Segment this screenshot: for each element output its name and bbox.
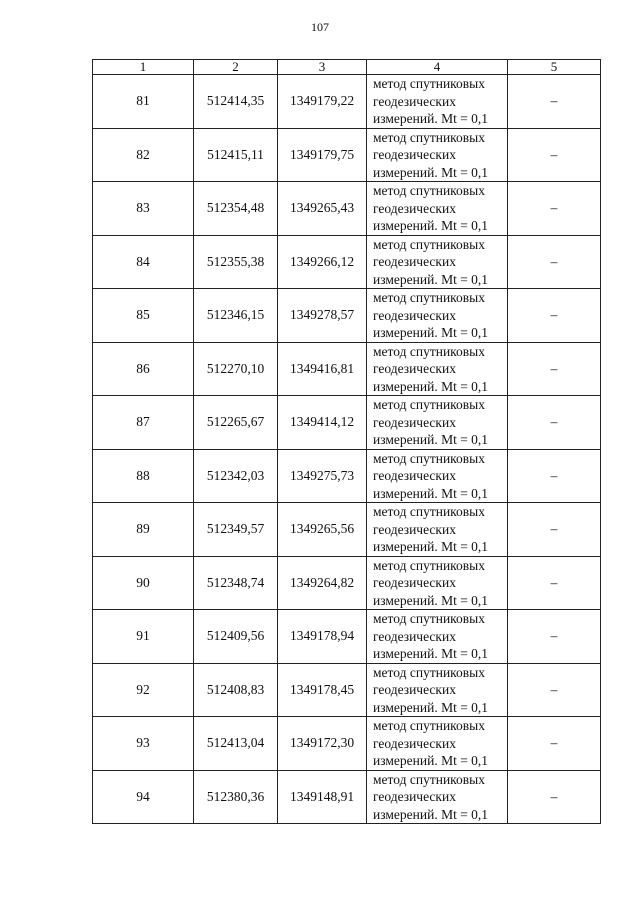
method-line: измерений. Mt = 0,1 [373,271,489,287]
table-row [93,663,601,717]
y-coordinate-cell: 1349172,30 [278,717,367,771]
point-number-cell: 86 [93,342,194,396]
method-line: измерений. Mt = 0,1 [373,218,489,233]
method-line: геодезических [373,93,456,109]
method-cell [367,128,508,182]
note-cell: – [508,182,601,236]
method-line: метод спутниковых [373,290,485,305]
method-line: геодезических [373,361,456,376]
point-number-cell: 92 [93,663,194,717]
method-cell [367,449,508,503]
table-row [93,717,601,771]
table-row [93,396,601,450]
method-line: измерений. Mt = 0,1 [373,485,489,501]
method-line: измерений. Mt = 0,1 [373,646,489,661]
method-line: геодезических [373,521,456,537]
point-number-cell: 90 [93,556,194,610]
method-line: измерений. Mt = 0,1 [373,806,489,822]
x-coordinate-cell: 512409,56 [194,610,278,664]
method-line: геодезических [373,147,456,162]
method-line: метод спутниковых [373,397,485,412]
point-number-cell: 94 [93,770,194,824]
x-coordinate-cell: 512415,11 [194,128,278,182]
table-body [93,75,601,824]
point-number-cell: 88 [93,449,194,503]
method-cell [367,289,508,343]
method-cell [367,396,508,450]
point-number-cell: 85 [93,289,194,343]
point-number-cell: 83 [93,182,194,236]
method-cell [367,503,508,557]
x-coordinate-cell: 512348,74 [194,556,278,610]
table-row [93,235,601,289]
point-number-cell: 89 [93,503,194,557]
x-coordinate-cell: 512342,03 [194,449,278,503]
table-row [93,610,601,664]
header-col-3: 3 [278,60,367,75]
page-number: 107 [311,20,329,34]
y-coordinate-cell: 1349275,73 [278,449,367,503]
header-row [93,60,601,75]
y-coordinate-cell: 1349266,12 [278,235,367,289]
method-line: измерений. Mt = 0,1 [373,539,489,554]
x-coordinate-cell: 512413,04 [194,717,278,771]
method-line: метод спутниковых [373,76,485,91]
method-line: геодезических [373,789,456,804]
x-coordinate-cell: 512355,38 [194,235,278,289]
method-line: измерений. Mt = 0,1 [373,325,489,340]
table-row [93,449,601,503]
note-cell: – [508,449,601,503]
method-line: геодезических [373,628,456,644]
method-line: измерений. Mt = 0,1 [373,753,489,768]
table-row [93,75,601,129]
method-cell [367,182,508,236]
point-number-cell: 84 [93,235,194,289]
point-number-cell: 81 [93,75,194,129]
method-line: геодезических [373,200,456,216]
point-number-cell: 87 [93,396,194,450]
method-line: геодезических [373,307,456,323]
point-number-cell: 82 [93,128,194,182]
note-cell: – [508,717,601,771]
y-coordinate-cell: 1349178,94 [278,610,367,664]
note-cell: – [508,610,601,664]
note-cell: – [508,128,601,182]
header-col-2: 2 [194,60,278,75]
y-coordinate-cell: 1349148,91 [278,770,367,824]
y-coordinate-cell: 1349414,12 [278,396,367,450]
method-line: метод спутниковых [373,771,485,787]
header-col-4: 4 [367,60,508,75]
x-coordinate-cell: 512354,48 [194,182,278,236]
note-cell: – [508,663,601,717]
y-coordinate-cell: 1349178,45 [278,663,367,717]
method-line: метод спутниковых [373,343,485,359]
table-row [93,556,601,610]
note-cell: – [508,342,601,396]
point-number-cell: 93 [93,717,194,771]
table-row [93,128,601,182]
point-number-cell: 91 [93,610,194,664]
method-line: метод спутниковых [373,611,485,626]
y-coordinate-cell: 1349265,43 [278,182,367,236]
method-line: метод спутниковых [373,183,485,198]
method-cell [367,556,508,610]
note-cell: – [508,289,601,343]
method-line: метод спутниковых [373,557,485,573]
y-coordinate-cell: 1349179,22 [278,75,367,129]
y-coordinate-cell: 1349264,82 [278,556,367,610]
y-coordinate-cell: 1349265,56 [278,503,367,557]
note-cell: – [508,235,601,289]
table-header [93,60,601,75]
y-coordinate-cell: 1349416,81 [278,342,367,396]
method-cell [367,610,508,664]
header-col-1: 1 [93,60,194,75]
note-cell: – [508,396,601,450]
method-line: метод спутниковых [373,129,485,145]
table-row [93,503,601,557]
x-coordinate-cell: 512380,36 [194,770,278,824]
method-line: геодезических [373,468,456,483]
header-col-5: 5 [508,60,601,75]
method-line: геодезических [373,414,456,430]
method-line: измерений. Mt = 0,1 [373,378,489,394]
method-line: метод спутниковых [373,718,485,733]
table-row [93,182,601,236]
x-coordinate-cell: 512346,15 [194,289,278,343]
note-cell: – [508,503,601,557]
x-coordinate-cell: 512270,10 [194,342,278,396]
table-row [93,289,601,343]
y-coordinate-cell: 1349278,57 [278,289,367,343]
coordinates-table [92,59,601,824]
method-line: измерений. Mt = 0,1 [373,111,489,126]
method-line: метод спутниковых [373,450,485,466]
method-cell [367,342,508,396]
method-cell [367,717,508,771]
method-line: метод спутниковых [373,504,485,519]
method-line: геодезических [373,682,456,697]
note-cell: – [508,556,601,610]
method-line: геодезических [373,254,456,269]
method-cell [367,235,508,289]
x-coordinate-cell: 512349,57 [194,503,278,557]
note-cell: – [508,75,601,129]
note-cell: – [508,770,601,824]
table-row [93,770,601,824]
method-line: геодезических [373,735,456,751]
method-cell [367,75,508,129]
x-coordinate-cell: 512265,67 [194,396,278,450]
method-line: измерений. Mt = 0,1 [373,164,489,180]
y-coordinate-cell: 1349179,75 [278,128,367,182]
table-row [93,342,601,396]
method-line: геодезических [373,575,456,590]
method-cell [367,663,508,717]
method-line: измерений. Mt = 0,1 [373,432,489,447]
method-line: метод спутниковых [373,664,485,680]
x-coordinate-cell: 512408,83 [194,663,278,717]
method-line: измерений. Mt = 0,1 [373,699,489,715]
method-line: метод спутниковых [373,236,485,252]
method-cell [367,770,508,824]
x-coordinate-cell: 512414,35 [194,75,278,129]
method-line: измерений. Mt = 0,1 [373,592,489,608]
